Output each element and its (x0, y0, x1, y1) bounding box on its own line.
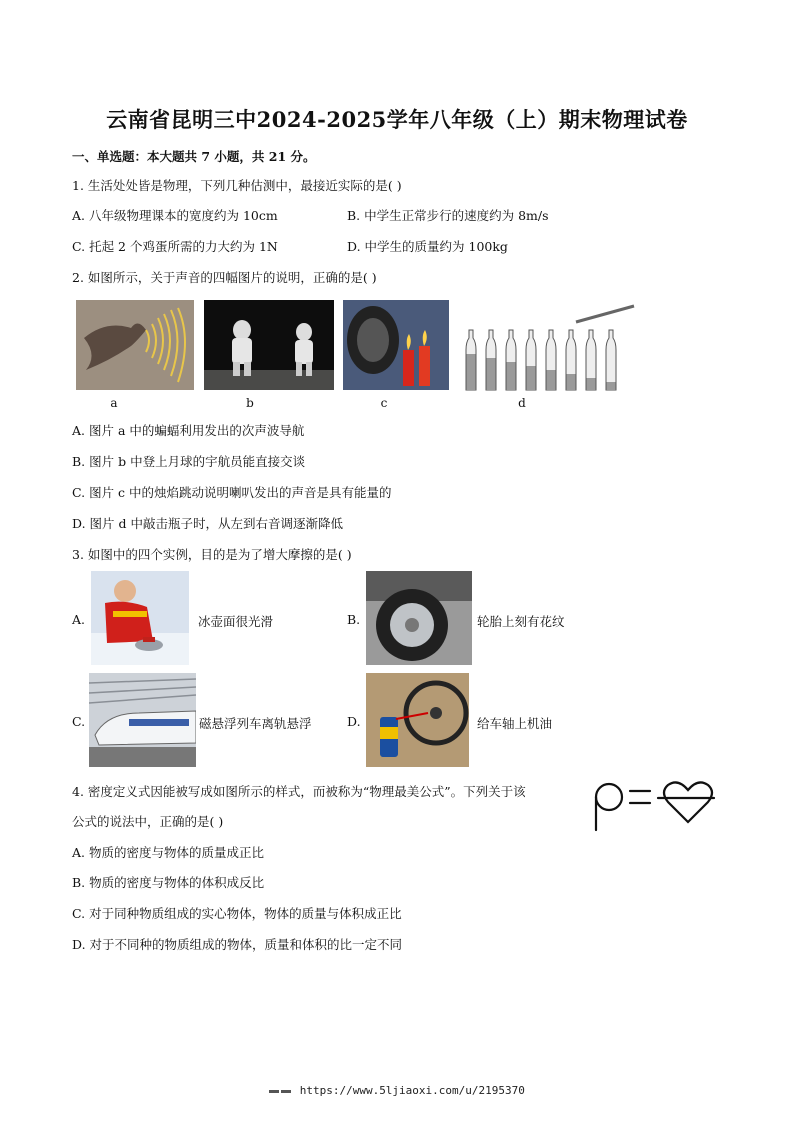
question-3-option-b-letter: B. (347, 612, 361, 627)
question-3-option-b-text: 轮胎上刻有花纹 (477, 614, 565, 629)
question-1-option-a: A. 八年级物理课本的宽度约为 10cm (72, 208, 278, 223)
question-2-option-d: D. 图片 d 中敲击瓶子时，从左到右音调逐渐降低 (72, 516, 343, 531)
curling-image (91, 571, 189, 665)
question-4-option-a: A. 物质的密度与物体的质量成正比 (72, 845, 264, 860)
question-3-option-c-letter: C. (72, 714, 86, 729)
question-3-stem: 3. 如图中的四个实例，目的是为了增大摩擦的是( ) (72, 547, 352, 562)
astronauts-moon-image (204, 300, 334, 390)
footer-url[interactable]: https://www.5ljiaoxi.com/u/2195370 (299, 1084, 525, 1097)
question-4-stem-line2: 公式的说法中，正确的是( ) (72, 814, 224, 829)
footer-watermark (0, 1084, 794, 1097)
tire-image (366, 571, 472, 665)
question-4-option-c: C. 对于同种物质组成的实心物体，物体的质量与体积成正比 (72, 906, 402, 921)
question-2-stem: 2. 如图所示，关于声音的四幅图片的说明，正确的是( ) (72, 270, 377, 285)
bottle (566, 330, 576, 390)
caption-c: c (380, 396, 388, 410)
striker-stick (576, 306, 634, 322)
question-3-option-a-letter: A. (72, 612, 86, 627)
question-1-stem: 1. 生活处处皆是物理，下列几种估测中，最接近实际的是( ) (72, 178, 402, 193)
question-1-option-d: D. 中学生的质量约为 100kg (347, 239, 508, 254)
question-4-option-b: B. 物质的密度与物体的体积成反比 (72, 875, 265, 890)
question-4-option-d: D. 对于不同种的物质组成的物体，质量和体积的比一定不同 (72, 937, 403, 952)
bottles-image (458, 300, 638, 392)
question-3-option-d-text: 给车轴上机油 (477, 716, 553, 731)
question-2-option-c: C. 图片 c 中的烛焰跳动说明喇叭发出的声音是具有能量的 (72, 485, 392, 500)
section-heading: 一、单选题：本大题共 7 小题，共 21 分。 (72, 149, 316, 164)
watermark-logo-icon (269, 1090, 279, 1093)
exam-title: 云南省昆明三中2024-2025学年八年级（上）期末物理试卷 (106, 107, 688, 132)
caption-d: d (518, 396, 526, 410)
bottle (486, 330, 496, 390)
bottle (606, 330, 616, 390)
caption-b: b (246, 396, 254, 410)
question-2-option-b: B. 图片 b 中登上月球的宇航员能直接交谈 (72, 454, 306, 469)
question-1-option-b: B. 中学生正常步行的速度约为 8m/s (347, 208, 549, 223)
question-4-stem-line1: 4. 密度定义式因能被写成如图所示的样式，而被称为“物理最美公式”。下列关于该 (72, 784, 526, 799)
question-2-option-a: A. 图片 a 中的蝙蝠利用发出的次声波导航 (72, 423, 305, 438)
question-1-option-c: C. 托起 2 个鸡蛋所需的力大约为 1N (72, 239, 278, 254)
caption-a: a (110, 396, 118, 410)
bat-echolocation-image (76, 300, 194, 390)
speaker-candle-image (343, 300, 449, 390)
maglev-train-image (89, 673, 196, 767)
bottle (506, 330, 516, 390)
watermark-logo-icon (281, 1090, 291, 1093)
density-heart-formula-image (592, 776, 716, 832)
question-3-option-c-text: 磁悬浮列车离轨悬浮 (199, 716, 312, 731)
bottle (466, 330, 476, 390)
bottle (526, 330, 536, 390)
bike-axle-oil-image (366, 673, 469, 767)
question-3-option-a-text: 冰壶面很光滑 (198, 614, 274, 629)
bottle (546, 330, 556, 390)
bottle (586, 330, 596, 390)
question-3-option-d-letter: D. (347, 714, 361, 729)
